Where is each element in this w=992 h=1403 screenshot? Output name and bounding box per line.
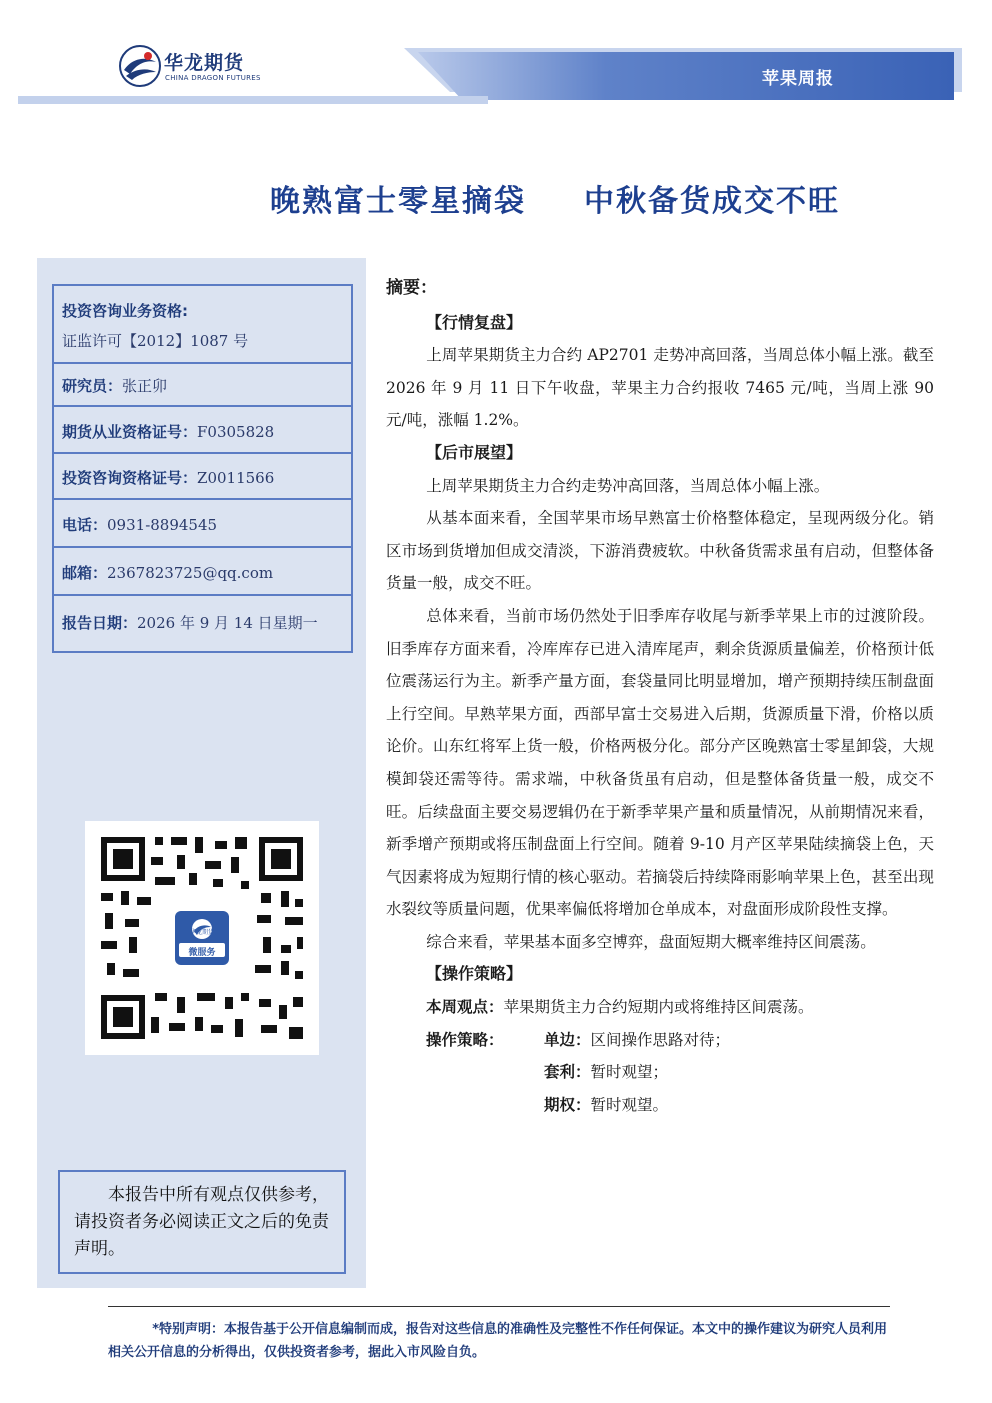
info-row-futures-license <box>54 407 351 454</box>
footer-divider <box>108 1306 890 1307</box>
info-row-researcher <box>54 364 351 407</box>
outlook-paragraph-2: 从基本面来看，全国苹果市场早熟富士价格整体稳定，呈现两级分化。销区市场到货增加但成交清淡，下游消费疲软。中秋备货需求虽有启动，但整体备货量一般，成交不旺。 <box>386 509 934 593</box>
footer-special-statement: *特别声明：本报告基于公开信息编制而成，报告对这些信息的准确性及完整性不作任何保证。本文中的操作建议为研究人员利用相关公开信息的分析得出，仅供投资者参考，据此入市风险自负。 <box>108 1322 887 1360</box>
phone-value: 0931-8894545 <box>107 516 218 534</box>
advisory-license-label: 投资咨询资格证号： <box>62 469 198 487</box>
sidebar <box>37 258 366 1288</box>
outlook-paragraph-4: 综合来看，苹果基本面多空博弈，盘面短期大概率维持区间震荡。 <box>426 932 876 951</box>
weekly-view <box>386 991 934 1024</box>
outlook-paragraph-1: 上周苹果期货主力合约走势冲高回落，当周总体小幅上涨。 <box>426 476 830 495</box>
outlook-paragraph-3: 总体来看，当前市场仍然处于旧季库存收尾与新季苹果上市的过渡阶段。旧季库存方面来看，冷库库存已进入清库尾声，剩余货源质量偏差，价格预计低位震荡运行为主。新季产量方面，套袋量同比明显增加，增产预期持续压制盘面上行空间。早熟苹果方面，西部早富士交易进入后期，货源质量下滑，价格以质论价。山东红将军上货一般，价格两极分化。部分产区晚熟富士零星卸袋，大规模卸袋还需等待。需求端，中秋备货虽有启动，但是整体备货量一般，成交不旺。后续盘面主要交易逻辑仍在于新季苹果产量和质量情况，从前期情况来看，新季增产预期或将压制盘面上行空间。随着 9-10 月产区苹果陆续摘袋上色，天气因素将成为短期行情的核心驱动。若摘袋后持续降雨影响苹果上色，甚至出现水裂纹等质量问题，优果率偏低将增加仓单成本，对盘面形成阶段性支撑。 <box>386 606 934 919</box>
outlook-heading: 【后市展望】 <box>426 442 523 462</box>
qualification-label: 投资咨询业务资格: <box>62 302 188 320</box>
options-text: 暂时观望。 <box>590 1095 669 1114</box>
single-label: 单边： <box>544 1030 591 1049</box>
info-row-report-date <box>54 596 351 649</box>
strategy-options <box>386 1089 934 1122</box>
futures-license-value: F0305828 <box>197 423 275 441</box>
email-label: 邮箱： <box>62 564 108 582</box>
wechat-qr-code <box>85 821 319 1055</box>
company-name-en: CHINA DRAGON FUTURES <box>165 74 261 82</box>
page-header <box>0 0 992 110</box>
report-type-label: 苹果周报 <box>762 69 834 89</box>
report-title <box>0 176 992 220</box>
researcher-label: 研究员： <box>62 377 123 395</box>
info-row-advisory-license <box>54 454 351 500</box>
advisory-license-value: Z0011566 <box>197 469 275 487</box>
email-value: 2367823725@qq.com <box>107 564 274 582</box>
info-row-email <box>54 548 351 596</box>
market-review-text: 上周苹果期货主力合约 AP2701 走势冲高回落，当周总体小幅上涨。截至 2026 年 9 月 11 日下午收盘，苹果主力合约报收 7465 元/吨，当周上涨 90 元/吨，涨幅 1.2%。 <box>386 346 934 430</box>
arbitrage-label: 套利： <box>544 1063 591 1082</box>
wechat-qr-code-icon <box>85 821 319 1055</box>
report-date-label: 报告日期： <box>62 614 138 632</box>
info-row-phone <box>54 500 351 548</box>
company-name-cn: 华龙期货 <box>164 52 245 74</box>
arbitrage-text: 暂时观望； <box>590 1063 669 1082</box>
info-row-qualification <box>54 286 351 364</box>
qr-center-text-2: 微服务 <box>188 948 216 958</box>
strategy-single <box>386 1024 934 1057</box>
summary-heading: 摘要： <box>386 278 437 298</box>
strategy-arbitrage <box>386 1056 934 1089</box>
company-logo <box>118 44 261 92</box>
strategy-label: 操作策略： <box>426 1030 504 1049</box>
weekly-view-label: 本周观点： <box>426 998 504 1017</box>
researcher-value: 张正卯 <box>122 377 168 395</box>
weekly-view-text: 苹果期货主力合约短期内或将维持区间震荡。 <box>503 998 814 1017</box>
title-part-1: 晚熟富士零星摘袋 <box>270 184 526 219</box>
main-content <box>386 272 934 1121</box>
sidebar-disclaimer: 本报告中所有观点仅供参考，请投资者务必阅读正文之后的免责声明。 <box>58 1170 346 1274</box>
futures-license-label: 期货从业资格证号： <box>62 423 198 441</box>
qr-center-text-1: 华龙期货 <box>189 929 214 936</box>
market-review-heading: 【行情复盘】 <box>426 312 523 332</box>
single-text: 区间操作思路对待； <box>590 1030 731 1049</box>
china-dragon-futures-logo-icon <box>118 44 162 88</box>
report-date-value: 2026 年 9 月 14 日星期一 <box>137 614 318 632</box>
phone-label: 电话： <box>62 516 108 534</box>
strategy-heading: 【操作策略】 <box>426 964 523 984</box>
title-part-2: 中秋备货成交不旺 <box>584 184 840 219</box>
options-label: 期权： <box>544 1095 591 1114</box>
analyst-info-box <box>52 284 353 653</box>
qualification-value: 证监许可【2012】1087 号 <box>62 332 249 350</box>
